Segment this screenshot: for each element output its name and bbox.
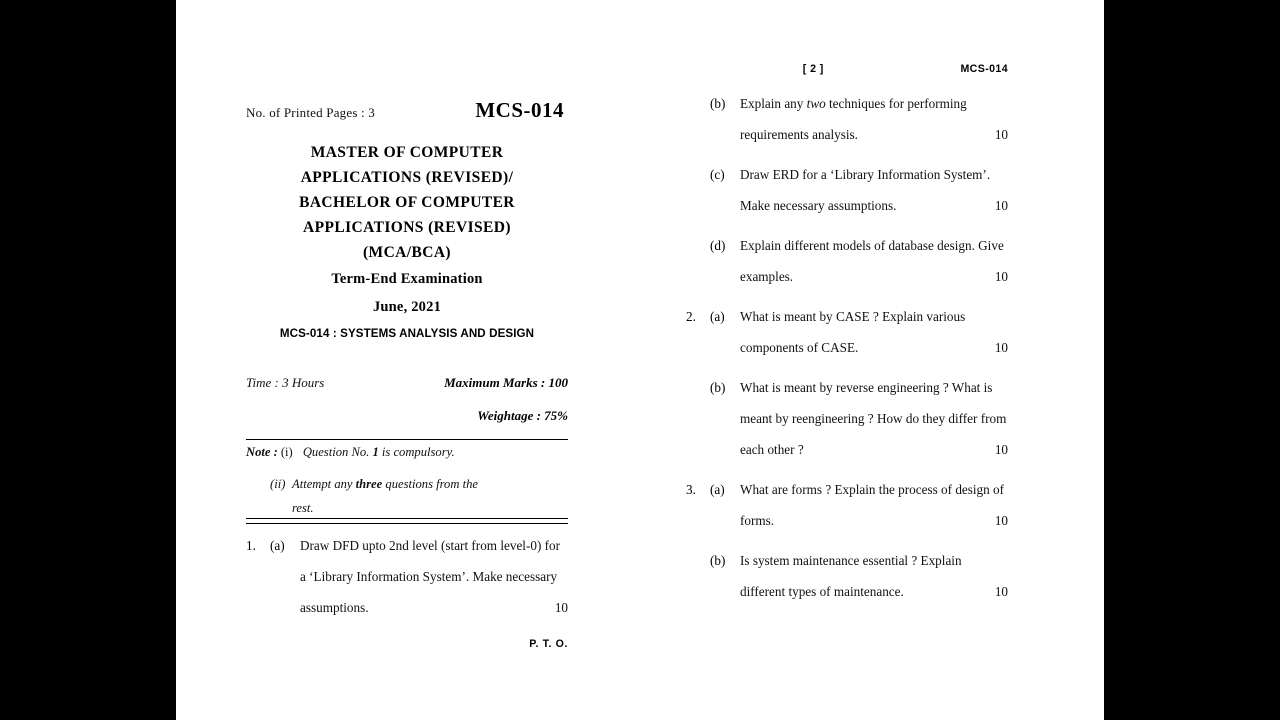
page-1-column: [246, 0, 568, 720]
note-item-tail-ii: rest.: [292, 501, 314, 515]
question-text: [740, 96, 1008, 142]
question-number: 2.: [686, 309, 696, 324]
question-body: [740, 474, 1008, 536]
title-line-4: APPLICATIONS (REVISED): [303, 219, 511, 236]
question-marks: 10: [994, 198, 1008, 213]
question-number: 3.: [686, 482, 696, 497]
question-sublabel: (b): [710, 553, 726, 568]
document-page: [176, 0, 1104, 720]
question-marks: 10: [994, 340, 1008, 355]
note-item-ii: [246, 476, 568, 492]
question-sublabel: (a): [710, 482, 725, 497]
note-emphasis-ii: three: [355, 477, 383, 491]
question-marks: 10: [554, 600, 568, 615]
title-line-2: APPLICATIONS (REVISED)/: [300, 169, 514, 186]
question-sublabel: (d): [710, 238, 726, 253]
question-text: [740, 482, 1008, 528]
question-list-page-2: [686, 88, 1008, 616]
question-text-before: Explain different models of database design. Give examples.: [740, 238, 1004, 284]
question-item: [686, 230, 1008, 292]
question-body: [740, 159, 1008, 221]
question-item: [686, 545, 1008, 607]
time-allowed: Time : 3 Hours: [246, 375, 325, 390]
page-2-header: [686, 63, 1008, 75]
weightage-row: [246, 407, 568, 425]
note-block: [246, 444, 568, 516]
question-text: [740, 167, 1008, 213]
title-line-3: BACHELOR OF COMPUTER: [299, 194, 515, 211]
question-sublabel: (a): [710, 309, 725, 324]
question-marks: 10: [994, 442, 1008, 457]
question-text-before: What is meant by CASE ? Explain various components of CASE.: [740, 309, 966, 355]
question-marks: 10: [994, 269, 1008, 284]
page-number: [ 2 ]: [802, 63, 824, 75]
note-label: Note :: [246, 445, 278, 459]
question-text-before: Explain any: [740, 96, 807, 111]
question-item: [686, 159, 1008, 221]
question-text-before: Draw DFD upto 2nd level (start from level-0) for a ‘Library Information System’. Make necessary assumptions.: [300, 538, 561, 615]
note-text-before-i: Question No.: [302, 445, 373, 459]
question-text-after: techniques for performing requirements analysis.: [740, 96, 967, 142]
note-rule-bottom: [246, 518, 568, 524]
note-item-number-ii: (ii): [270, 477, 286, 491]
question-item: [686, 301, 1008, 363]
paper-code-heading: MCS-014: [475, 98, 564, 122]
note-text-after-ii: questions from the: [382, 477, 478, 491]
question-sublabel: (c): [710, 167, 725, 182]
question-sublabel: (a): [270, 538, 285, 553]
question-sublabel: (b): [710, 380, 726, 395]
question-text: [300, 538, 568, 615]
question-emphasis: two: [806, 96, 826, 111]
note-item-text-ii: [292, 476, 568, 492]
question-item: [686, 474, 1008, 536]
subject-title: MCS-014 : SYSTEMS ANALYSIS AND DESIGN: [279, 327, 535, 340]
question-number: 1.: [246, 538, 256, 553]
question-text: [740, 380, 1006, 457]
exam-type-label: Term-End Examination: [331, 271, 483, 287]
question-body: [300, 530, 568, 623]
question-text: [740, 238, 1008, 284]
note-item-number-i: (i): [280, 445, 293, 459]
time-and-marks-row: [246, 375, 568, 391]
question-item: [686, 88, 1008, 150]
question-text-before: What are forms ? Explain the process of design of forms.: [740, 482, 1005, 528]
pto-marker: P. T. O.: [529, 638, 568, 650]
note-item-i: [246, 444, 568, 460]
question-body: [740, 372, 1008, 465]
note-text-after-i: is compulsory.: [378, 445, 455, 459]
maximum-marks: Maximum Marks : 100: [444, 375, 568, 390]
note-emphasis-i: 1: [372, 445, 379, 459]
page-2-paper-code: MCS-014: [960, 63, 1008, 75]
title-line-5: (MCA/BCA): [363, 244, 451, 261]
question-body: [740, 301, 1008, 363]
printed-pages-label: No. of Printed Pages : 3: [246, 105, 376, 120]
exam-session-label: June, 2021: [372, 299, 442, 315]
question-item: [686, 372, 1008, 465]
page-2-column: [686, 0, 1008, 720]
exam-title-block: [246, 140, 568, 347]
question-body: [740, 88, 1008, 150]
question-list-page-1: [246, 530, 568, 633]
printed-pages-row: [246, 98, 568, 123]
question-marks: 10: [994, 127, 1008, 142]
note-rule-top: [246, 439, 568, 440]
question-item: [246, 530, 568, 623]
question-body: [740, 230, 1008, 292]
note-item-text-i: [303, 444, 568, 460]
question-text-before: What is meant by reverse engineering ? What is meant by reengineering ? How do they differ from each other ?: [740, 380, 1007, 457]
question-text-before: Is system maintenance essential ? Explain different types of maintenance.: [740, 553, 962, 599]
question-body: [740, 545, 1008, 607]
note-text-before-ii: Attempt any: [292, 477, 356, 491]
title-line-1: MASTER OF COMPUTER: [310, 144, 504, 161]
weightage-value: Weightage : 75%: [477, 408, 568, 423]
question-text: [740, 553, 1008, 599]
question-text-before: Draw ERD for a ‘Library Information System’. Make necessary assumptions.: [740, 167, 991, 213]
question-sublabel: (b): [710, 96, 726, 111]
question-marks: 10: [994, 513, 1008, 528]
question-marks: 10: [994, 584, 1008, 599]
question-text: [740, 309, 1008, 355]
